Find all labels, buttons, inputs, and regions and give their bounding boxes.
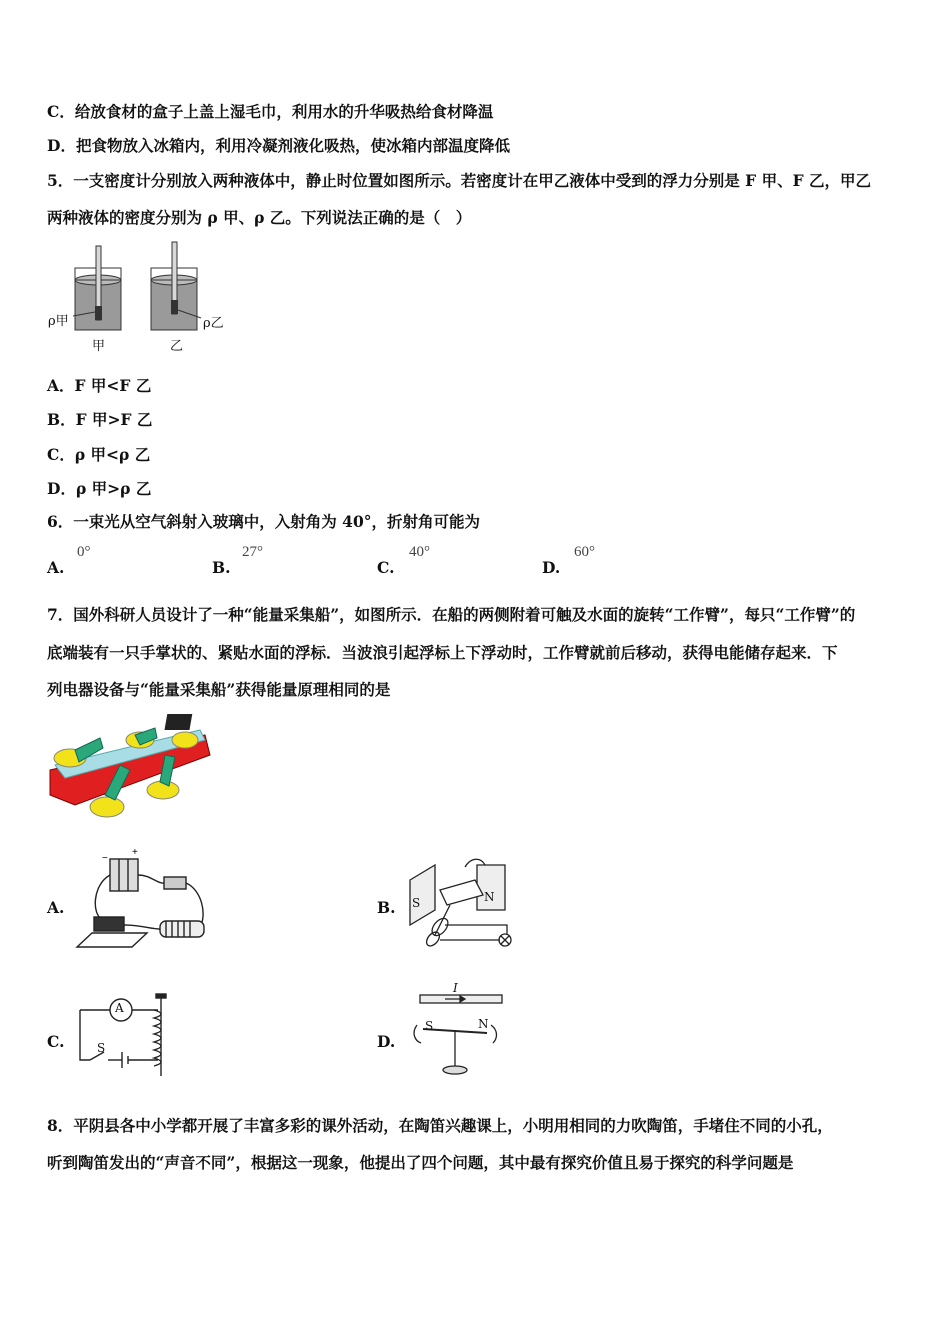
needle-s-label: S [425, 1019, 434, 1033]
q5-option-a: A．F 甲<F 乙 [47, 376, 152, 395]
energy-boat-image [45, 710, 215, 820]
q5-option-b: B．F 甲>F 乙 [47, 410, 153, 429]
q6-option-b-label: B. [212, 558, 231, 577]
beaker-yi-label: 乙 [170, 339, 184, 354]
q7-option-d-label: D. [377, 1032, 396, 1051]
question-5-line-2: 两种液体的密度分别为 ρ 甲、ρ 乙。下列说法正确的是（ ） [47, 208, 472, 227]
q5-option-d: D．ρ 甲>ρ 乙 [47, 479, 152, 498]
svg-text:−: − [102, 853, 108, 864]
generator-s-label: S [412, 896, 421, 910]
question-7-line-2: 底端装有一只手掌状的、紧贴水面的浮标．当波浪引起浮标上下浮动时，工作臂就前后移动，获得电能储存起来．下 [47, 643, 838, 662]
question-8-line-1: 8．平阴县各中小学都开展了丰富多彩的课外活动，在陶笛兴趣课上，小明用相同的力吹陶笛，手堵住不同的小孔， [47, 1116, 833, 1135]
q6-option-d-label: D. [542, 558, 561, 577]
option-d-oersted-figure [405, 985, 515, 1080]
q7-option-a-label: A. [47, 898, 65, 917]
current-label: I [453, 981, 458, 995]
option-b-generator-figure [405, 855, 520, 955]
ammeter-label: A [115, 1001, 124, 1015]
option-a-circuit-figure [72, 845, 212, 957]
q6-option-d-value: 60° [574, 544, 595, 560]
question-7-line-1: 7．国外科研人员设计了一种“能量采集船”，如图所示．在船的两侧附着可触及水面的旋转“工作臂”，每只“工作臂”的 [47, 605, 856, 624]
q7-option-b-label: B. [377, 898, 396, 917]
q6-option-c-label: C. [377, 558, 395, 577]
svg-text:+: + [132, 847, 138, 858]
rho-jia-label: ρ甲 [48, 314, 69, 329]
q6-option-a-label: A. [47, 558, 65, 577]
question-8-line-2: 听到陶笛发出的“声音不同”，根据这一现象，他提出了四个问题，其中最有探究价值且易于探究的科学问题是 [47, 1153, 794, 1172]
question-6: 6．一束光从空气斜射入玻璃中，入射角为 40°，折射角可能为 [47, 512, 481, 531]
option-c-text: C．给放食材的盒子上盖上湿毛巾，利用水的升华吸热给食材降温 [47, 102, 494, 121]
q6-option-a-value: 0° [77, 544, 91, 560]
q6-option-c-value: 40° [409, 544, 430, 560]
option-d-text: D．把食物放入冰箱内，利用冷凝剂液化吸热，使冰箱内部温度降低 [47, 136, 510, 155]
needle-n-label: N [478, 1017, 489, 1031]
option-c-ammeter-figure [72, 990, 182, 1080]
question-5-line-1: 5．一支密度计分别放入两种液体中，静止时位置如图所示。若密度计在甲乙液体中受到的浮力分别是 F 甲、F 乙，甲乙 [47, 171, 871, 190]
q6-option-b-value: 27° [242, 544, 263, 560]
generator-n-label: N [484, 890, 495, 904]
question-7-line-3: 列电器设备与“能量采集船”获得能量原理相同的是 [47, 680, 391, 699]
density-meter-figure [45, 240, 235, 355]
q7-option-c-label: C. [47, 1032, 65, 1051]
rho-yi-label: ρ乙 [203, 316, 224, 331]
beaker-jia-label: 甲 [92, 339, 106, 354]
q5-option-c: C．ρ 甲<ρ 乙 [47, 445, 151, 464]
switch-label: S [97, 1041, 106, 1055]
